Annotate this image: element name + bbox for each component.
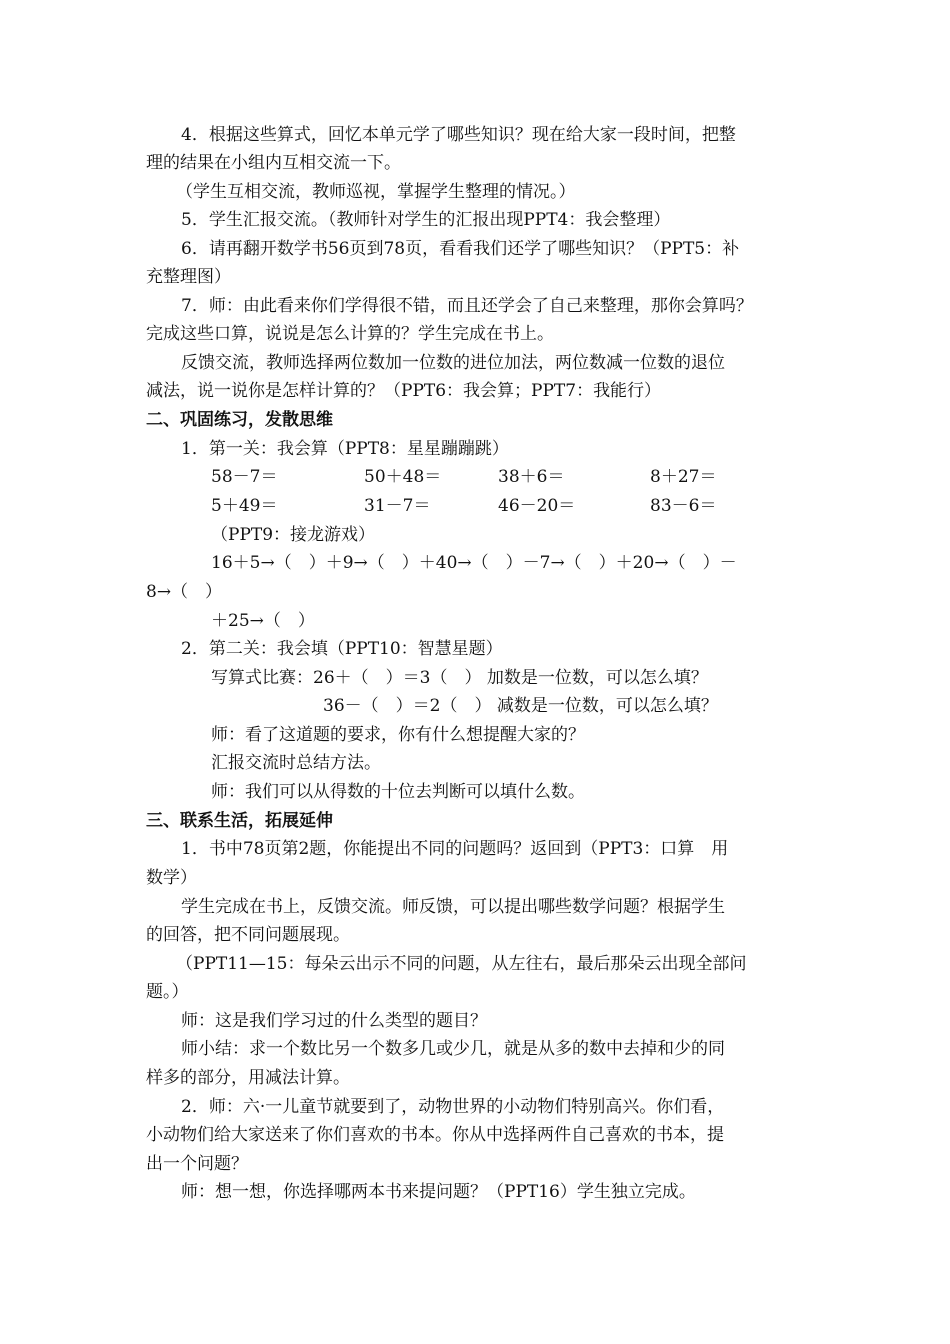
paragraph-line: 师：我们可以从得数的十位去判断可以填什么数。 — [211, 782, 585, 802]
section-heading: 二、巩固练习，发散思维 — [146, 410, 333, 430]
paragraph-line: 的回答，把不同问题展现。 — [146, 925, 350, 945]
paragraph-line: 写算式比赛：26＋（ ）＝3（ ） 加数是一位数，可以怎么填？ — [211, 668, 708, 688]
paragraph-line: 汇报交流时总结方法。 — [211, 753, 381, 773]
section-heading: 三、联系生活，拓展延伸 — [146, 811, 333, 831]
calc-item: 46－20＝ — [498, 496, 576, 516]
paragraph-line: 样多的部分，用减法计算。 — [146, 1068, 350, 1088]
chain-game-line: ＋25→（ ） — [211, 611, 315, 631]
paragraph-line: 数学） — [146, 868, 197, 888]
paragraph-line: 师：看了这道题的要求，你有什么想提醒大家的？ — [211, 725, 585, 745]
chain-game-line: 16＋5→（ ）＋9→（ ）＋40→（ ）－7→（ ）＋20→（ ）－ — [211, 553, 737, 573]
paragraph-line: 36－（ ）＝2（ ） 减数是一位数，可以怎么填？ — [323, 696, 718, 716]
paragraph-line: 完成这些口算，说说是怎么计算的？学生完成在书上。 — [146, 324, 554, 344]
paragraph-line: 题。） — [146, 982, 189, 1002]
paragraph-line: 师：这是我们学习过的什么类型的题目？ — [181, 1011, 487, 1031]
paragraph-line: 充整理图） — [146, 267, 231, 287]
calc-item: 8＋27＝ — [650, 467, 717, 487]
paragraph-line: 2．第二关：我会填（PPT10：智慧星题） — [181, 639, 503, 659]
calc-item: 50＋48＝ — [364, 467, 442, 487]
paragraph-line: 师小结：求一个数比另一个数多几或少几，就是从多的数中去掉和少的同 — [181, 1039, 725, 1059]
paragraph-line: 4．根据这些算式，回忆本单元学了哪些知识？现在给大家一段时间，把整 — [181, 125, 736, 145]
paragraph-line: 师：想一想，你选择哪两本书来提问题？（PPT16）学生独立完成。 — [181, 1182, 696, 1202]
calc-item: 58－7＝ — [211, 467, 278, 487]
paragraph-line: 2．师：六·一儿童节就要到了，动物世界的小动物们特别高兴。你们看， — [181, 1097, 725, 1117]
paragraph-line: 5．学生汇报交流。（教师针对学生的汇报出现PPT4：我会整理） — [181, 210, 671, 230]
calc-item: 83－6＝ — [650, 496, 717, 516]
paragraph-line: 学生完成在书上，反馈交流。师反馈，可以提出哪些数学问题？根据学生 — [181, 897, 725, 917]
paragraph-line: 1．第一关：我会算（PPT8：星星蹦蹦跳） — [181, 439, 509, 459]
paragraph-line: 反馈交流，教师选择两位数加一位数的进位加法，两位数减一位数的退位 — [181, 353, 725, 373]
paragraph-line: 7．师：由此看来你们学得很不错，而且还学会了自己来整理，那你会算吗？ — [181, 296, 753, 316]
paragraph-line: 6．请再翻开数学书56页到78页，看看我们还学了哪些知识？（PPT5：补 — [181, 239, 740, 259]
chain-game-line: 8→（ ） — [146, 582, 223, 602]
paragraph-line: 1．书中78页第2题，你能提出不同的问题吗？返回到（PPT3：口算 用 — [181, 839, 729, 859]
paragraph-line: （PPT11—15：每朵云出示不同的问题，从左往右，最后那朵云出现全部问 — [176, 954, 747, 974]
calc-item: 5＋49＝ — [211, 496, 278, 516]
calc-item: 38＋6＝ — [498, 467, 565, 487]
paragraph-line: 理的结果在小组内互相交流一下。 — [146, 153, 401, 173]
paragraph-line: （PPT9：接龙游戏） — [211, 525, 376, 545]
paragraph-line: 出一个问题？ — [146, 1154, 248, 1174]
paragraph-line: 小动物们给大家送来了你们喜欢的书本。你从中选择两件自己喜欢的书本，提 — [146, 1125, 724, 1145]
paragraph-line: （学生互相交流，教师巡视，掌握学生整理的情况。） — [176, 182, 576, 202]
calc-item: 31－7＝ — [364, 496, 431, 516]
paragraph-line: 减法，说一说你是怎样计算的？（PPT6：我会算；PPT7：我能行） — [146, 381, 662, 401]
